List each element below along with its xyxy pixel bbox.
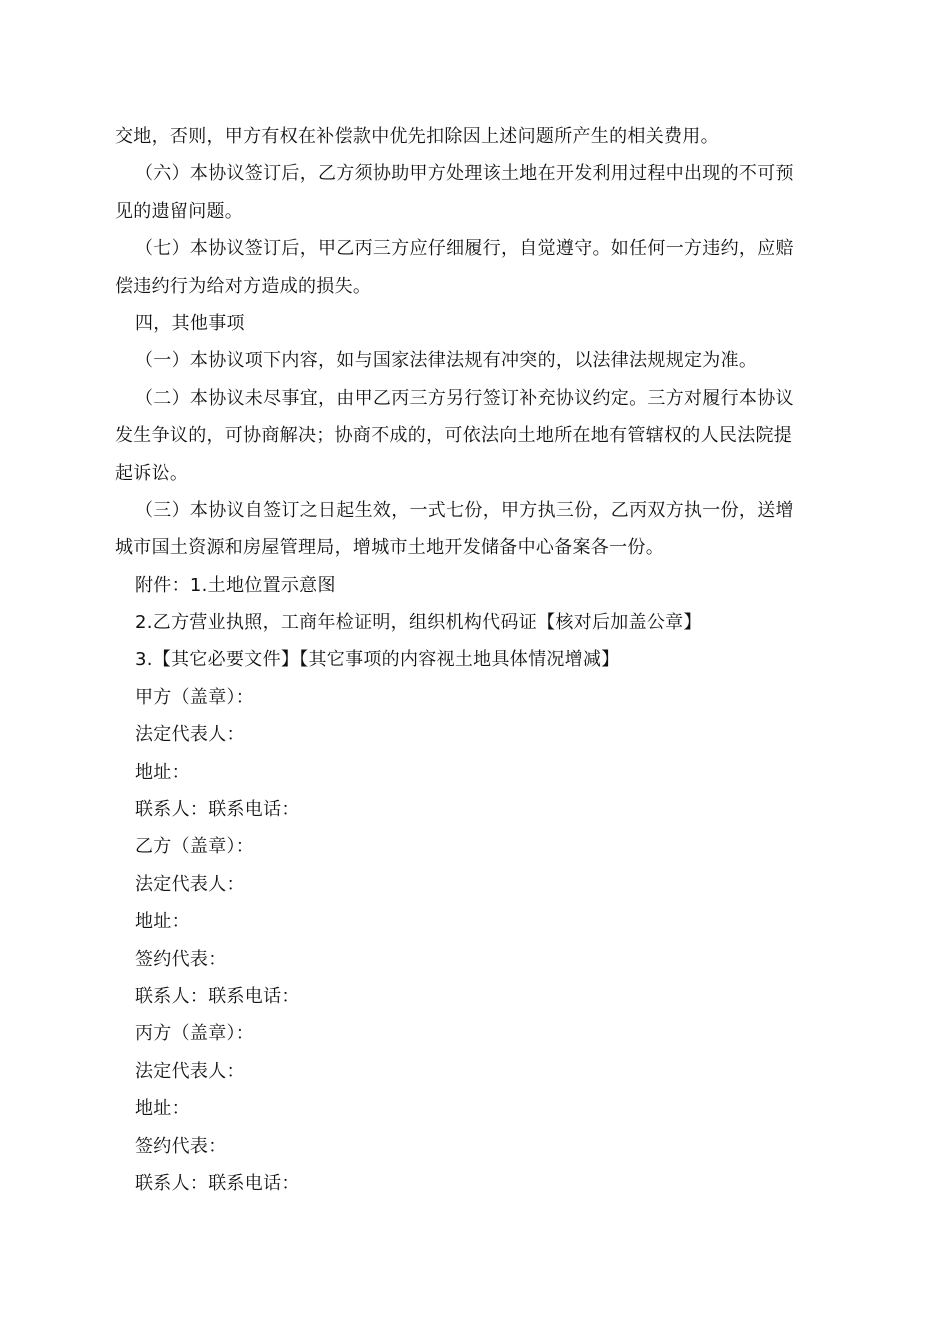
party-b-signing-rep-field: 签约代表： xyxy=(135,948,227,970)
paragraph-line-11: （三）本协议自签订之日起生效，一式七份，甲方执三份，乙丙双方执一份，送增 xyxy=(135,499,794,521)
paragraph-line-4: （七）本协议签订后，甲乙丙三方应仔细履行，自觉遵守。如任何一方违约，应赔 xyxy=(135,238,794,260)
party-b-address-field: 地址： xyxy=(135,911,190,933)
party-a-legal-rep-field: 法定代表人： xyxy=(135,724,245,746)
party-a-seal-field: 甲方（盖章）： xyxy=(135,686,255,708)
paragraph-line-5: 偿违约行为给对方造成的损失。 xyxy=(115,275,372,297)
paragraph-line-7: （一）本协议项下内容，如与国家法律法规有冲突的，以法律法规规定为准。 xyxy=(135,350,758,372)
section-heading-other-matters: 四，其他事项 xyxy=(135,312,245,334)
party-c-legal-rep-field: 法定代表人： xyxy=(135,1060,245,1082)
party-b-legal-rep-field: 法定代表人： xyxy=(135,873,245,895)
paragraph-line-10: 起诉讼。 xyxy=(115,462,189,484)
paragraph-line-2: （六）本协议签订后，乙方须协助甲方处理该土地在开发利用过程中出现的不可预 xyxy=(135,163,794,185)
attachment-line-2: 2.乙方营业执照，工商年检证明，组织机构代码证【核对后加盖公章】 xyxy=(135,612,702,634)
party-b-contact-field: 联系人：联系电话： xyxy=(135,985,300,1007)
attachment-line-1: 附件：1.土地位置示意图 xyxy=(135,574,336,596)
paragraph-line-12: 城市国土资源和房屋管理局，增城市土地开发储备中心备案各一份。 xyxy=(115,537,664,559)
party-c-seal-field: 丙方（盖章）： xyxy=(135,1023,255,1045)
party-a-address-field: 地址： xyxy=(135,761,190,783)
party-c-address-field: 地址： xyxy=(135,1098,190,1120)
paragraph-line-8: （二）本协议未尽事宜，由甲乙丙三方另行签订补充协议约定。三方对履行本协议 xyxy=(135,387,794,409)
paragraph-line-1: 交地，否则，甲方有权在补偿款中优先扣除因上述问题所产生的相关费用。 xyxy=(115,126,719,147)
document-body xyxy=(115,118,835,1202)
paragraph-line-3: 见的遗留问题。 xyxy=(115,200,244,222)
party-b-seal-field: 乙方（盖章）： xyxy=(135,836,255,858)
attachment-line-3: 3.【其它必要文件】【其它事项的内容视土地具体情况增减】 xyxy=(135,649,620,671)
paragraph-line-9: 发生争议的，可协商解决；协商不成的，可依法向土地所在地有管辖权的人民法院提 xyxy=(115,425,793,447)
party-c-contact-field: 联系人：联系电话： xyxy=(135,1172,300,1194)
party-a-contact-field: 联系人：联系电话： xyxy=(135,799,300,821)
party-c-signing-rep-field: 签约代表： xyxy=(135,1135,227,1157)
